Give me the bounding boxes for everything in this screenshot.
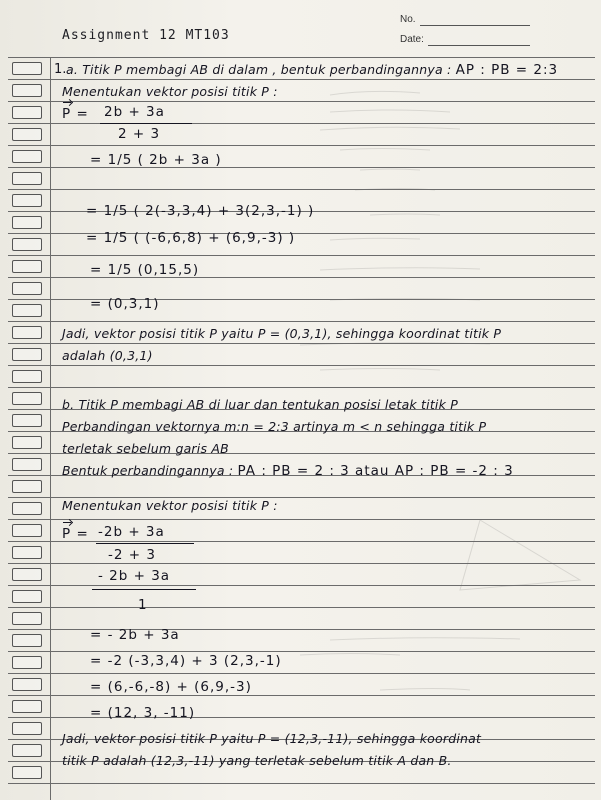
part-b-step4: = -2 (-3,3,4) + 3 (2,3,-1) xyxy=(90,653,282,669)
ruled-line xyxy=(8,563,595,564)
part-b-step1-denominator: -2 + 3 xyxy=(108,547,156,563)
ruled-line xyxy=(8,101,595,102)
ruled-line xyxy=(8,607,595,608)
ruled-line xyxy=(8,255,595,256)
line-checkbox[interactable] xyxy=(12,62,42,75)
ruled-line xyxy=(8,321,595,322)
ruled-line xyxy=(8,343,595,344)
line-checkbox[interactable] xyxy=(12,172,42,185)
part-b-conclusion-line2: titik P adalah (12,3,-11) yang terletak sebelum titik A dan B. xyxy=(62,753,452,768)
line-checkbox[interactable] xyxy=(12,194,42,207)
ruled-line xyxy=(8,541,595,542)
part-b-ratio-line2: terletak sebelum garis AB xyxy=(62,441,229,456)
ruled-line xyxy=(8,651,595,652)
line-checkbox[interactable] xyxy=(12,722,42,735)
fraction-bar xyxy=(96,543,194,544)
line-checkbox[interactable] xyxy=(12,700,42,713)
part-a-ratio: AP : PB = 2:3 xyxy=(455,62,559,78)
line-checkbox[interactable] xyxy=(12,590,42,603)
ruled-line xyxy=(8,145,595,146)
part-b-p-label xyxy=(62,526,89,542)
line-checkbox[interactable] xyxy=(12,744,42,757)
ruled-line xyxy=(8,365,595,366)
part-a-intro: Menentukan vektor posisi titik P : xyxy=(62,84,278,99)
line-checkbox[interactable] xyxy=(12,370,42,383)
equals-sign: = xyxy=(76,106,89,122)
page-title: Assignment 12 MT103 xyxy=(62,28,230,43)
part-b-form xyxy=(62,463,514,479)
part-a-statement xyxy=(66,62,558,78)
part-a-step4: = 1/5 ( (-6,6,8) + (6,9,-3) ) xyxy=(86,230,296,246)
line-checkbox[interactable] xyxy=(12,150,42,163)
part-a-conclusion-line2: adalah (0,3,1) xyxy=(62,348,153,363)
line-checkbox[interactable] xyxy=(12,282,42,295)
line-checkbox[interactable] xyxy=(12,128,42,141)
part-b-step2-numerator: - 2b + 3a xyxy=(98,568,171,584)
line-checkbox[interactable] xyxy=(12,106,42,119)
part-b-form-label: Bentuk perbandingannya : xyxy=(62,463,234,478)
line-checkbox[interactable] xyxy=(12,568,42,581)
line-checkbox[interactable] xyxy=(12,480,42,493)
part-a-conclusion-line1: Jadi, vektor posisi titik P yaitu P = (0,3,1), sehingga koordinat titik P xyxy=(62,326,502,341)
line-checkbox[interactable] xyxy=(12,304,42,317)
line-checkbox[interactable] xyxy=(12,546,42,559)
line-checkbox[interactable] xyxy=(12,524,42,537)
equals-sign: = xyxy=(76,526,89,542)
ruled-line xyxy=(8,695,595,696)
ruled-line xyxy=(8,79,595,80)
ruled-line xyxy=(8,189,595,190)
line-checkbox[interactable] xyxy=(12,612,42,625)
line-checkbox[interactable] xyxy=(12,414,42,427)
line-checkbox[interactable] xyxy=(12,502,42,515)
ruled-line xyxy=(8,585,595,586)
item-number: 1. xyxy=(54,62,67,77)
ruled-line xyxy=(8,519,595,520)
line-checkbox[interactable] xyxy=(12,458,42,471)
part-b-step3: = - 2b + 3a xyxy=(90,627,180,643)
p-vector: P xyxy=(62,526,72,542)
margin-line xyxy=(50,57,51,800)
line-checkbox[interactable] xyxy=(12,656,42,669)
line-checkbox[interactable] xyxy=(12,326,42,339)
part-a-step1-numerator: 2b + 3a xyxy=(104,104,165,120)
ruled-line xyxy=(8,673,595,674)
ruled-line xyxy=(8,387,595,388)
fraction-bar xyxy=(100,123,192,124)
date-field-line[interactable] xyxy=(428,45,530,46)
part-a-step6: = (0,3,1) xyxy=(90,296,160,312)
part-b-step2-denominator: 1 xyxy=(138,597,148,613)
part-a-p-label xyxy=(62,106,89,122)
line-checkbox[interactable] xyxy=(12,634,42,647)
line-checkbox[interactable] xyxy=(12,678,42,691)
part-b-form-ratio: PA : PB = 2 : 3 atau AP : PB = -2 : 3 xyxy=(237,463,514,479)
part-b-statement: b. Titik P membagi AB di luar dan tentukan posisi letak titik P xyxy=(62,397,458,412)
line-checkbox[interactable] xyxy=(12,238,42,251)
line-checkbox[interactable] xyxy=(12,260,42,273)
ruled-line xyxy=(8,783,595,784)
fraction-bar xyxy=(92,589,196,590)
part-b-ratio-line1: Perbandingan vektornya m:n = 2:3 artinya m < n sehingga titik P xyxy=(62,419,487,434)
line-checkbox[interactable] xyxy=(12,436,42,449)
line-checkbox[interactable] xyxy=(12,84,42,97)
number-field-line[interactable] xyxy=(420,25,530,26)
line-checkbox[interactable] xyxy=(12,216,42,229)
ruled-line xyxy=(8,57,595,58)
line-checkbox[interactable] xyxy=(12,392,42,405)
part-a-statement-text: a. Titik P membagi AB di dalam , bentuk perbandingannya : xyxy=(66,62,452,77)
part-b-step1-numerator: -2b + 3a xyxy=(98,524,165,540)
part-b-step5: = (6,-6,-8) + (6,9,-3) xyxy=(90,679,252,695)
line-checkbox[interactable] xyxy=(12,766,42,779)
part-b-intro: Menentukan vektor posisi titik P : xyxy=(62,498,278,513)
part-a-step5: = 1/5 (0,15,5) xyxy=(90,262,200,278)
part-a-step2: = 1/5 ( 2b + 3a ) xyxy=(90,152,222,168)
part-a-step3: = 1/5 ( 2(-3,3,4) + 3(2,3,-1) ) xyxy=(86,203,315,219)
number-field-label: No. xyxy=(400,14,416,25)
date-field-label: Date: xyxy=(400,34,424,45)
p-vector: P xyxy=(62,106,72,122)
part-b-step6: = (12, 3, -11) xyxy=(90,705,196,721)
part-a-step1-denominator: 2 + 3 xyxy=(118,126,161,142)
part-b-conclusion-line1: Jadi, vektor posisi titik P yaitu P = (12,3,-11), sehingga koordinat xyxy=(62,731,482,746)
line-checkbox[interactable] xyxy=(12,348,42,361)
ruled-line xyxy=(8,123,595,124)
